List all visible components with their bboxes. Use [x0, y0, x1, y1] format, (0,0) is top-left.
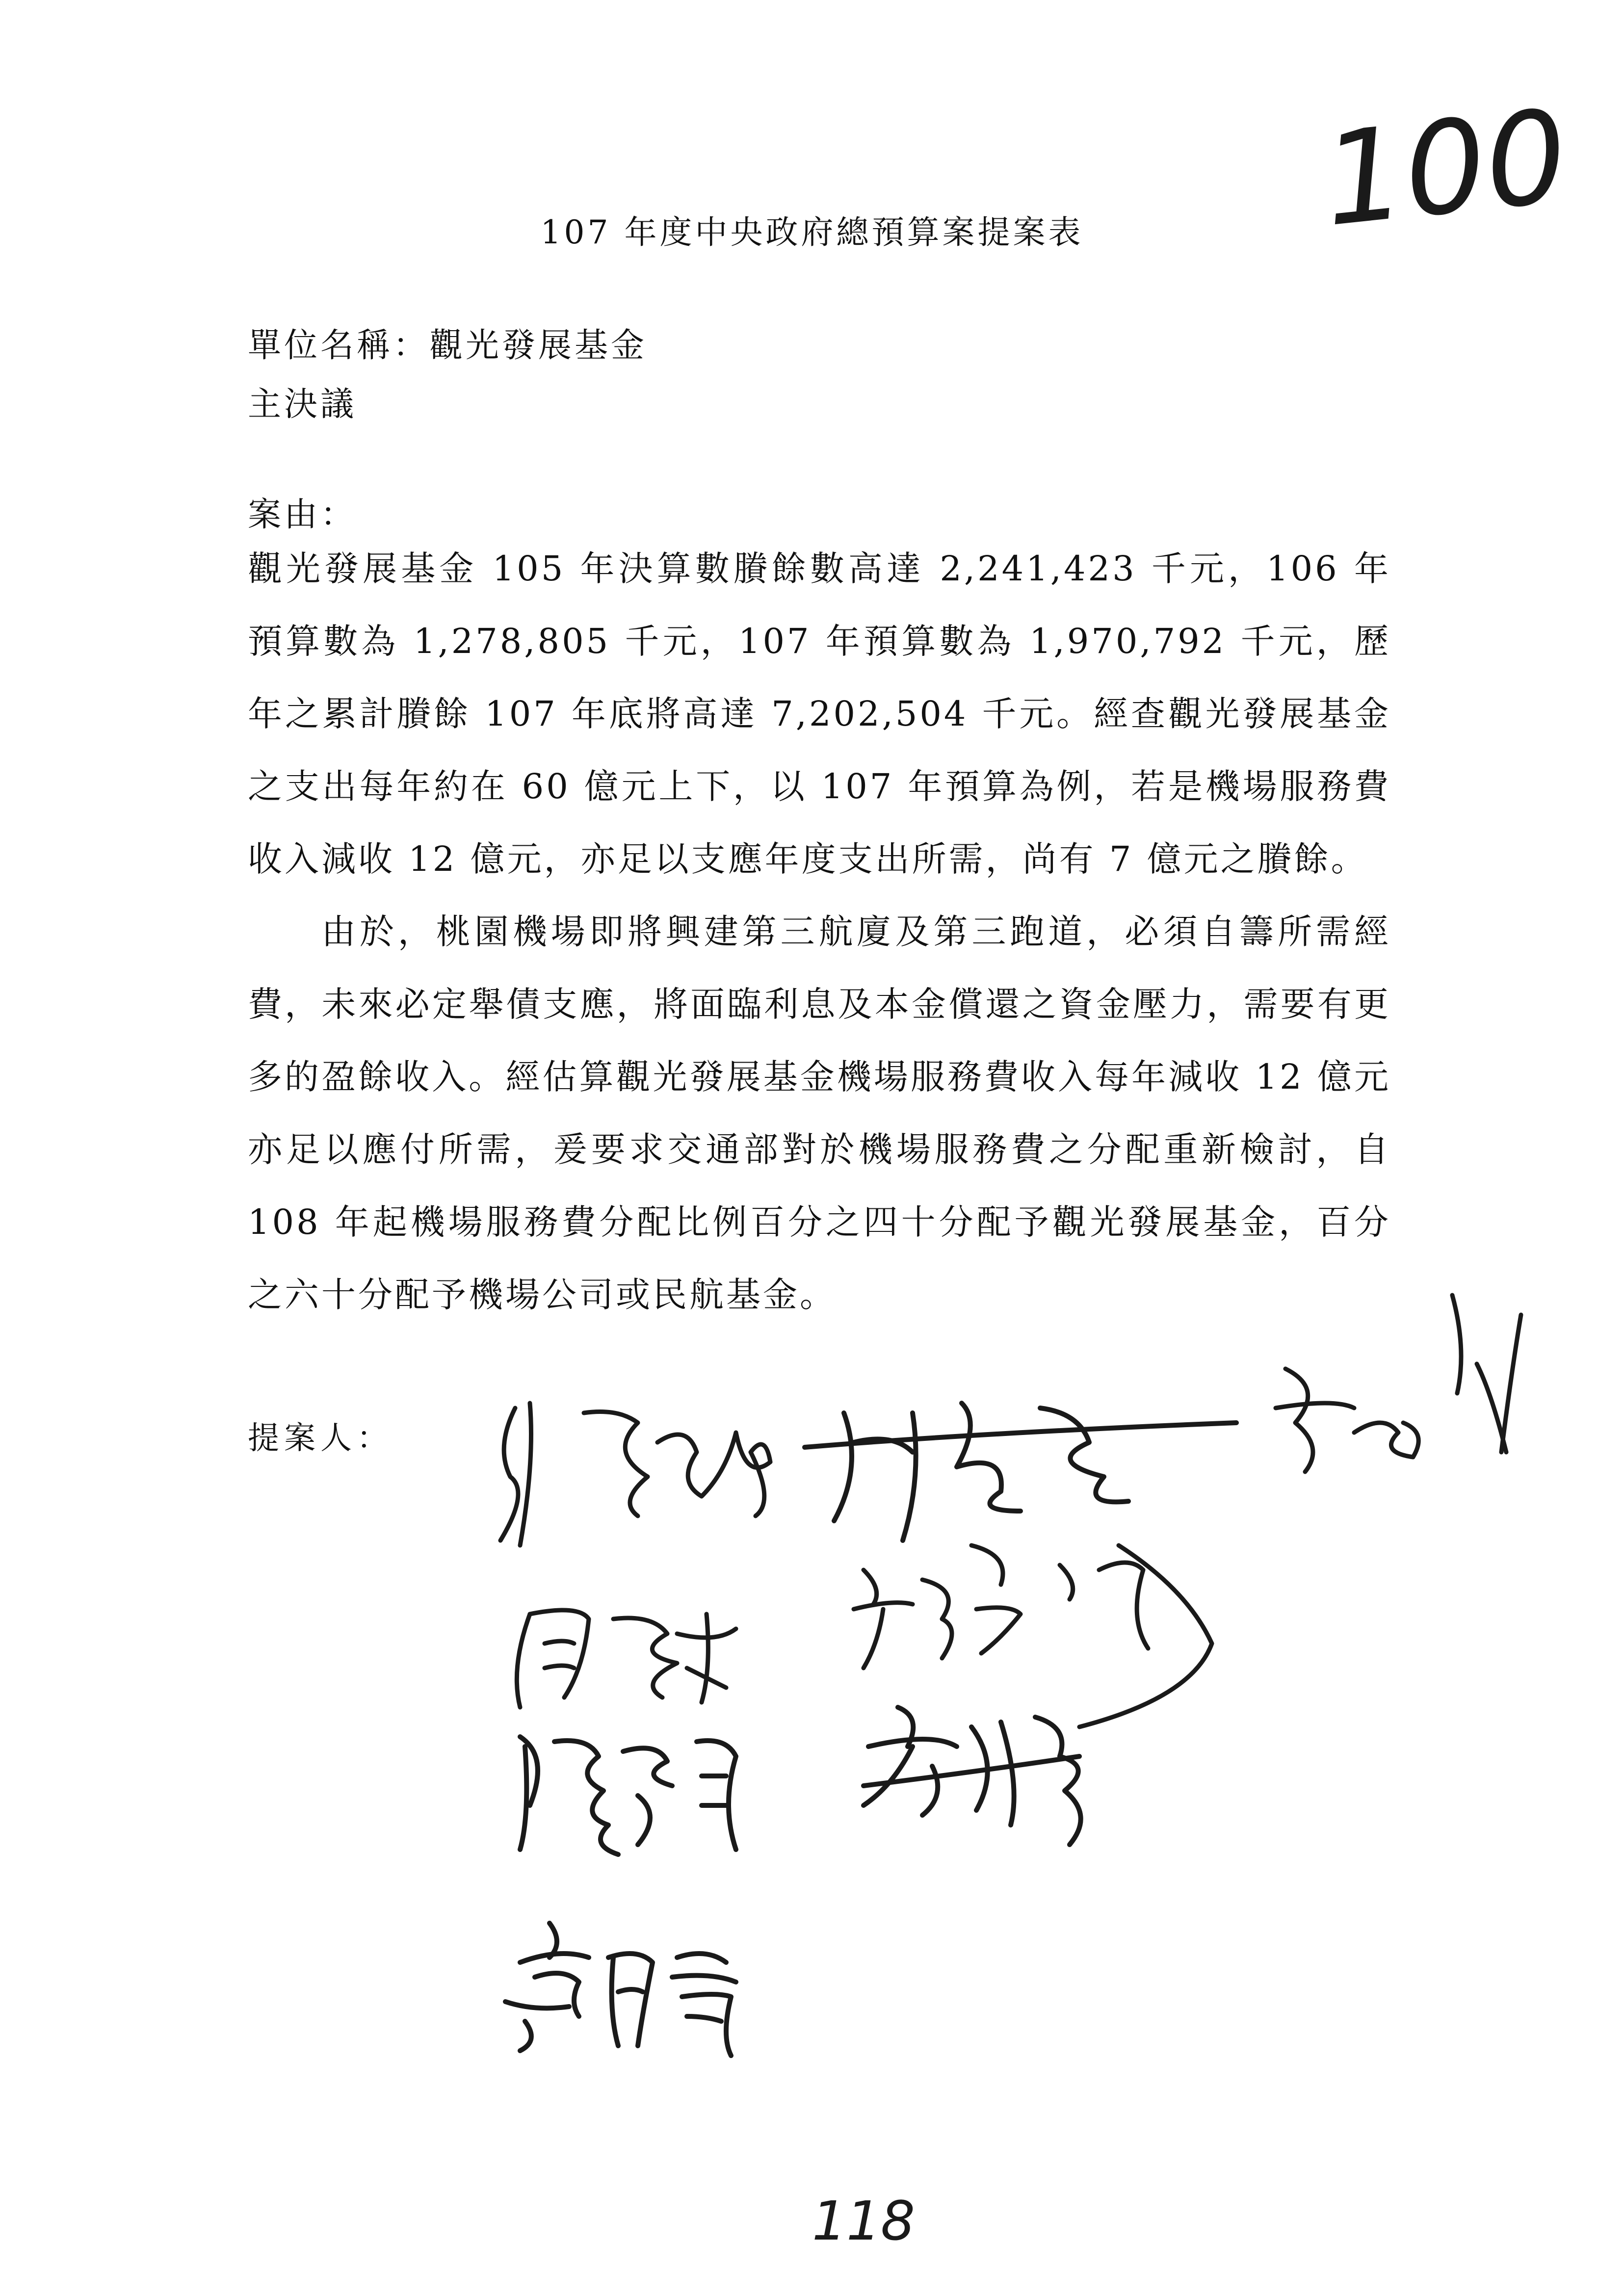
signature-2: [805, 1403, 1236, 1540]
document-title: 107 年度中央政府總預算案提案表: [540, 213, 1084, 251]
signature-8: [505, 1923, 736, 2056]
signature-4: [517, 1610, 736, 1707]
signature-5: [854, 1545, 1212, 1727]
svg-text:100: 100: [1316, 82, 1574, 256]
paragraph: 觀光發展基金 105 年決算數賸餘數高達 2,241,423 千元，106 年預算數為 1,278,805 千元，107 年預算數為 1,970,792 千元，歷年之累計賸餘 107 年底將高達 7,202,504 千元。經查觀光發展基金之支出每年約在 60 億元上下，以 107 年預算為例，若是機場服務費收入減收 12 億元，亦足以支應年度支出所需，尚有 7 億元之賸餘。: [248, 548, 1391, 879]
proposer-label: 提案人：: [248, 1420, 393, 1457]
signature-7: [864, 1707, 1081, 1845]
signature-3: [1276, 1295, 1521, 1472]
paragraph: 由於，桃園機場即將興建第三航廈及第三跑道，必須自籌所需經費，未來必定舉債支應，將面臨利息及本金償還之資金壓力，需要有更多的盈餘收入。經估算觀光發展基金機場服務費收入每年減收 12 億元亦足以應付所需，爰要求交通部對於機場服務費之分配重新檢討，自 108 年起機場服務費分配比例百分之四十分配予觀光發展基金，百分之六十分配予機場公司或民航基金。: [248, 912, 1391, 1315]
signature-6: [520, 1737, 736, 1854]
reason-label: 案由：: [248, 496, 357, 534]
decision-type: 主決議: [248, 385, 357, 424]
unit-name: 單位名稱：觀光發展基金: [248, 326, 648, 365]
page-number: 118: [812, 2190, 915, 2252]
signature-1: [500, 1403, 770, 1545]
